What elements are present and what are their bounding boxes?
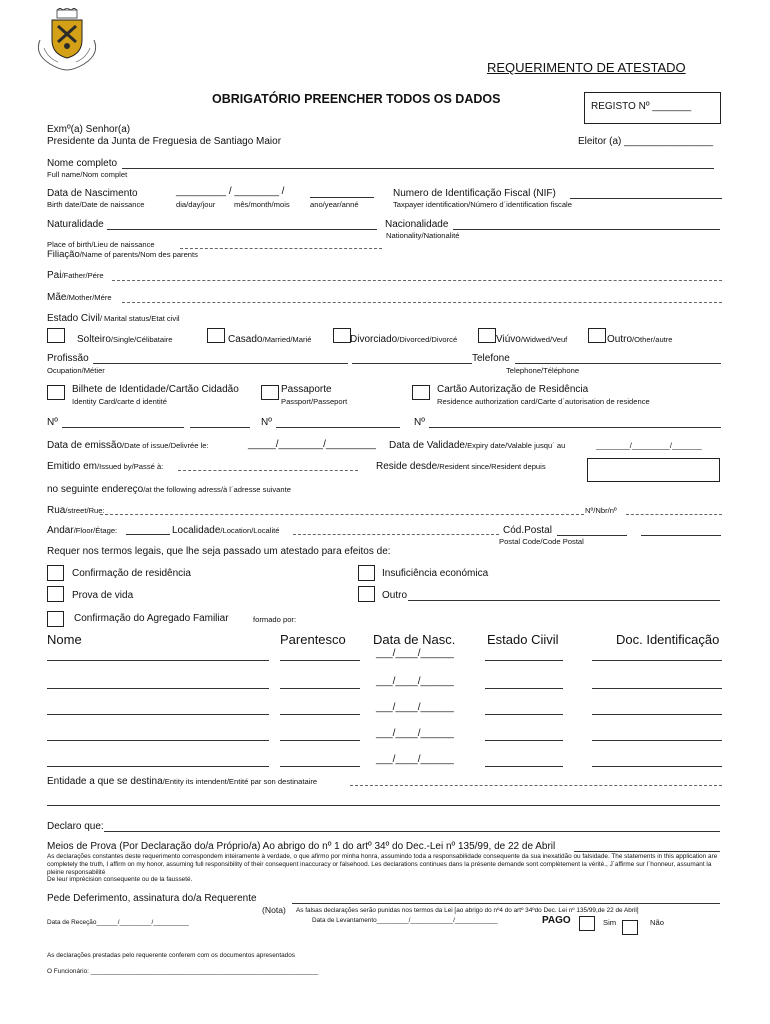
funcionario-field[interactable]: O Funcionário: ________________________________________________________________ bbox=[47, 968, 319, 975]
hh-doc-input[interactable] bbox=[592, 714, 722, 715]
doc-bi-sub: Identity Card/carte d identité bbox=[72, 397, 167, 406]
doc-bi-label: Bilhete de Identidade/Cartão Cidadão bbox=[72, 384, 239, 395]
estado-civil-label: Estado Civil/ Marital status/Etat civil bbox=[47, 313, 180, 324]
entidade-input[interactable] bbox=[350, 785, 722, 786]
nacionalidade-label: Nacionalidade bbox=[385, 219, 449, 230]
doc-passaporte-checkbox[interactable] bbox=[261, 385, 279, 400]
place-birth-input[interactable] bbox=[180, 248, 382, 249]
hh-estado-input[interactable] bbox=[485, 740, 563, 741]
hh-doc-input[interactable] bbox=[592, 740, 722, 741]
reside-label: Reside desde/Resident since/Resident depuis bbox=[376, 461, 546, 472]
requer-intro: Requer nos termos legais, que lhe seja passado um atestado para efeitos de: bbox=[47, 546, 391, 557]
meios-prova: Meios de Prova (Por Declaração do/a Próprio/a) Ao abrigo do nº 1 do artº 34º do Dec.-Lei nº 135/99, de 22 de Abril bbox=[47, 841, 556, 852]
hh-nome-input[interactable] bbox=[47, 766, 269, 767]
hh-doc-input[interactable] bbox=[592, 688, 722, 689]
nif-sub: Taxpayer identification/Número d´identification fiscale bbox=[393, 200, 572, 209]
pago-nao-label: Não bbox=[650, 918, 664, 927]
hh-nome-input[interactable] bbox=[47, 714, 269, 715]
civil-outro-checkbox[interactable] bbox=[588, 328, 606, 343]
hh-estado-input[interactable] bbox=[485, 766, 563, 767]
pai-input[interactable] bbox=[112, 280, 722, 281]
localidade-label: Localidade/Location/Localité bbox=[172, 525, 280, 536]
localidade-input[interactable] bbox=[293, 534, 499, 535]
conferem-text: As declarações prestadas pelo requerente conferem com os documentos apresentados bbox=[47, 952, 295, 959]
opt-outro-label: Outro bbox=[382, 590, 408, 601]
emitido-input[interactable] bbox=[178, 470, 358, 471]
nascimento-date-input[interactable]: _________ / ________ / bbox=[176, 186, 285, 197]
mae-input[interactable] bbox=[122, 302, 722, 303]
emissao-label: Data de emissão/Date of issue/Delivrée le: bbox=[47, 440, 209, 451]
doc-num1-input-ext[interactable] bbox=[190, 427, 250, 428]
nome-sub: Full name/Nom complet bbox=[47, 170, 128, 179]
andar-label: Andar/Floor/Étage: bbox=[47, 525, 118, 536]
coat-of-arms-crest-icon bbox=[28, 8, 106, 72]
doc-num2-input[interactable] bbox=[276, 427, 400, 428]
hh-parentesco-input[interactable] bbox=[280, 740, 360, 741]
telefone-sub: Telephone/Téléphone bbox=[506, 366, 580, 375]
addressee-line2: Presidente da Junta de Freguesia de Santiago Maior bbox=[47, 136, 282, 147]
telefone-label: Telefone bbox=[472, 353, 510, 364]
naturalidade-label: Naturalidade bbox=[47, 219, 104, 230]
levantamento-field[interactable]: Data de Levantamento_________/____________/____________ bbox=[312, 917, 498, 924]
doc-passaporte-sub: Passport/Passeport bbox=[281, 397, 348, 406]
opt-residencia-checkbox[interactable] bbox=[47, 565, 64, 581]
civil-divorciado-label: Divorciado/Divorced/Divorcé bbox=[350, 334, 458, 345]
nif-label: Numero de Identificação Fiscal (NIF) bbox=[393, 188, 556, 199]
doc-num3-input[interactable] bbox=[429, 427, 721, 428]
emitido-label: Emitido em/Issued by/Passé à: bbox=[47, 461, 164, 472]
date-sub-month: mês/month/mois bbox=[234, 200, 290, 209]
validade-label: Data de Validade/Expiry date/Valable jusqu´ au bbox=[389, 440, 566, 451]
declaration-text-2: De leur imprécision consequente ou de la fausseté. bbox=[47, 876, 193, 883]
doc-residencia-label: Cartão Autorização de Residência bbox=[437, 384, 589, 395]
hh-parentesco-input[interactable] bbox=[280, 688, 360, 689]
hh-nascimento-input[interactable]: ___/____/______ bbox=[376, 728, 454, 739]
doc-bi-checkbox[interactable] bbox=[47, 385, 65, 400]
entidade-input-2[interactable] bbox=[47, 805, 720, 806]
deferimento-label: Pede Deferimento, assinatura do/a Requerente bbox=[47, 893, 257, 904]
opt-outro-checkbox[interactable] bbox=[358, 586, 375, 602]
nota-label: (Nota) bbox=[262, 905, 286, 915]
nif-input[interactable] bbox=[570, 198, 722, 199]
doc-num1-input[interactable] bbox=[62, 427, 184, 428]
emissao-input[interactable]: _____/________/_________ bbox=[248, 439, 376, 450]
declaration-text: As declarações constantes deste requerimento correspondem inteiramente à verdade, o que afirmo por minha honra, assumindo toda a responsabilidade consequente da sua inexatidão ou falsidade. The statements in this application are completely the truth, I affirm on my honor, assuming full responsibility of their consequent inaccuracy or falsehood. Les declarations continues dans la présente demande sont complètement la vérité., J´affirme sur l´honneur, assumant la pleine responsabilité bbox=[47, 853, 718, 876]
nr-label: Nº/Nbr/nº bbox=[585, 506, 617, 515]
hh-estado-input[interactable] bbox=[485, 714, 563, 715]
hh-nascimento-input[interactable]: ___/____/______ bbox=[376, 754, 454, 765]
date-sub-day: dia/day/jour bbox=[176, 200, 216, 209]
hh-nome-input[interactable] bbox=[47, 660, 269, 661]
civil-solteiro-label: Solteiro/Single/Célibataire bbox=[77, 334, 173, 345]
validade-input[interactable]: ________/_________/_______ bbox=[596, 441, 702, 450]
opt-insuficiencia-label: Insuficiência económica bbox=[382, 568, 489, 579]
hh-header-estado: Estado Ciivil bbox=[487, 632, 559, 647]
cod-postal-label: Cód.Postal bbox=[503, 525, 552, 536]
doc-residencia-sub: Residence authorization card/Carte d´autorisation de residence bbox=[437, 397, 650, 406]
nome-label: Nome completo bbox=[47, 158, 118, 169]
civil-casado-label: Casado/Married/Marié bbox=[228, 334, 312, 345]
opt-insuficiencia-checkbox[interactable] bbox=[358, 565, 375, 581]
date-sub-year: ano/year/anné bbox=[310, 200, 359, 209]
place-birth-sub: Place of birth/Lieu de naissance bbox=[47, 240, 155, 249]
doc-num1-label: Nº bbox=[47, 417, 58, 428]
nr-input[interactable] bbox=[626, 514, 722, 515]
signature-input[interactable] bbox=[292, 903, 720, 904]
nascimento-label: Data de Nascimento bbox=[47, 188, 138, 199]
hh-doc-input[interactable] bbox=[592, 660, 722, 661]
cod-postal-input-ext[interactable] bbox=[641, 535, 721, 536]
opt-residencia-label: Confirmação de residência bbox=[72, 568, 191, 579]
hh-header-nascimento: Data de Nasc. bbox=[373, 632, 456, 647]
document-title: REQUERIMENTO DE ATESTADO bbox=[487, 60, 686, 75]
opt-prova-vida-checkbox[interactable] bbox=[47, 586, 64, 602]
pago-nao-checkbox[interactable] bbox=[622, 920, 638, 935]
rua-label: Rua/street/Rue: bbox=[47, 505, 105, 516]
formado-label: formado por: bbox=[253, 615, 297, 624]
doc-residencia-checkbox[interactable] bbox=[412, 385, 430, 400]
opt-prova-vida-label: Prova de vida bbox=[72, 590, 134, 601]
hh-nome-input[interactable] bbox=[47, 688, 269, 689]
hh-parentesco-input[interactable] bbox=[280, 660, 360, 661]
opt-agregado-checkbox[interactable] bbox=[47, 611, 64, 627]
profissao-label: Profissão bbox=[47, 353, 89, 364]
opt-outro-input[interactable] bbox=[408, 600, 720, 601]
hh-nome-input[interactable] bbox=[47, 740, 269, 741]
hh-doc-input[interactable] bbox=[592, 766, 722, 767]
reside-input-box[interactable] bbox=[587, 458, 720, 482]
nome-input[interactable] bbox=[122, 168, 714, 169]
civil-divorciado-checkbox[interactable] bbox=[333, 328, 351, 343]
nacionalidade-sub: Nationality/Nationalité bbox=[386, 231, 460, 240]
nacionalidade-input[interactable] bbox=[453, 229, 720, 230]
civil-casado-checkbox[interactable] bbox=[207, 328, 225, 343]
meios-input[interactable] bbox=[574, 851, 720, 852]
entidade-label: Entidade a que se destina/Entity its intendent/Entité par son destinataire bbox=[47, 776, 318, 787]
cod-postal-input[interactable] bbox=[557, 535, 627, 536]
mae-label: Mãe/Mother/Mére bbox=[47, 292, 112, 303]
nascimento-sub: Birth date/Date de naissance bbox=[47, 200, 145, 209]
profissao-input-ext[interactable] bbox=[352, 363, 472, 364]
rececao-field[interactable]: Data de Receção______/_________/__________ bbox=[47, 919, 189, 926]
pago-sim-checkbox[interactable] bbox=[579, 916, 595, 931]
registo-label: REGISTO Nº _______ bbox=[591, 101, 692, 112]
eleitor-field[interactable]: Eleitor (a) ________________ bbox=[578, 136, 714, 147]
nascimento-year-input[interactable] bbox=[310, 197, 374, 198]
hh-header-parentesco: Parentesco bbox=[280, 632, 346, 647]
telefone-input[interactable] bbox=[515, 363, 721, 364]
pai-label: Pai/Father/Pére bbox=[47, 270, 104, 281]
nota-text: As falsas declarações serão punidas nos termos da Lei [ao abrigo do nº4 do artº 34ºdo Dec. Lei nº 135/99,de 22 de Abril] bbox=[296, 907, 639, 914]
rua-input[interactable] bbox=[100, 514, 584, 515]
pago-sim-label: Sim bbox=[603, 918, 617, 927]
hh-parentesco-input[interactable] bbox=[280, 714, 360, 715]
hh-nascimento-input[interactable]: ___/____/______ bbox=[376, 676, 454, 687]
doc-passaporte-label: Passaporte bbox=[281, 384, 332, 395]
hh-estado-input[interactable] bbox=[485, 660, 563, 661]
profissao-input[interactable] bbox=[93, 363, 348, 364]
doc-num2-label: Nº bbox=[261, 417, 272, 428]
endereco-intro: no seguinte endereço/at the following adress/à l´adresse suivante bbox=[47, 484, 291, 495]
hh-header-nome: Nome bbox=[47, 632, 82, 647]
hh-nascimento-input[interactable]: ___/____/______ bbox=[376, 702, 454, 713]
filiacao-label: Filiação/Name of parents/Nom des parents bbox=[47, 249, 198, 260]
civil-viuvo-checkbox[interactable] bbox=[478, 328, 496, 343]
hh-header-doc: Doc. Identificação bbox=[616, 632, 720, 647]
registo-box bbox=[584, 92, 721, 124]
naturalidade-input[interactable] bbox=[107, 229, 377, 230]
addressee-line1: Exmº(a) Senhor(a) bbox=[47, 124, 131, 135]
andar-input[interactable] bbox=[126, 534, 170, 535]
doc-num3-label: Nº bbox=[414, 417, 425, 428]
opt-agregado-label: Confirmação do Agregado Familiar bbox=[74, 613, 229, 624]
hh-nascimento-input[interactable]: ___/____/______ bbox=[376, 648, 454, 659]
hh-parentesco-input[interactable] bbox=[280, 766, 360, 767]
civil-solteiro-checkbox[interactable] bbox=[47, 328, 65, 343]
hh-estado-input[interactable] bbox=[485, 688, 563, 689]
pago-label: PAGO bbox=[542, 915, 571, 926]
declaro-label: Declaro que: bbox=[47, 821, 104, 832]
cod-postal-sub: Postal Code/Code Postal bbox=[499, 537, 584, 546]
civil-viuvo-label: Viúvo/Widwed/Veuf bbox=[496, 334, 568, 345]
declaro-input[interactable] bbox=[104, 831, 720, 832]
mandatory-notice: OBRIGATÓRIO PREENCHER TODOS OS DADOS bbox=[212, 92, 501, 106]
civil-outro-label: Outro/Other/autre bbox=[607, 334, 673, 345]
profissao-sub: Ocupation/Métier bbox=[47, 366, 105, 375]
